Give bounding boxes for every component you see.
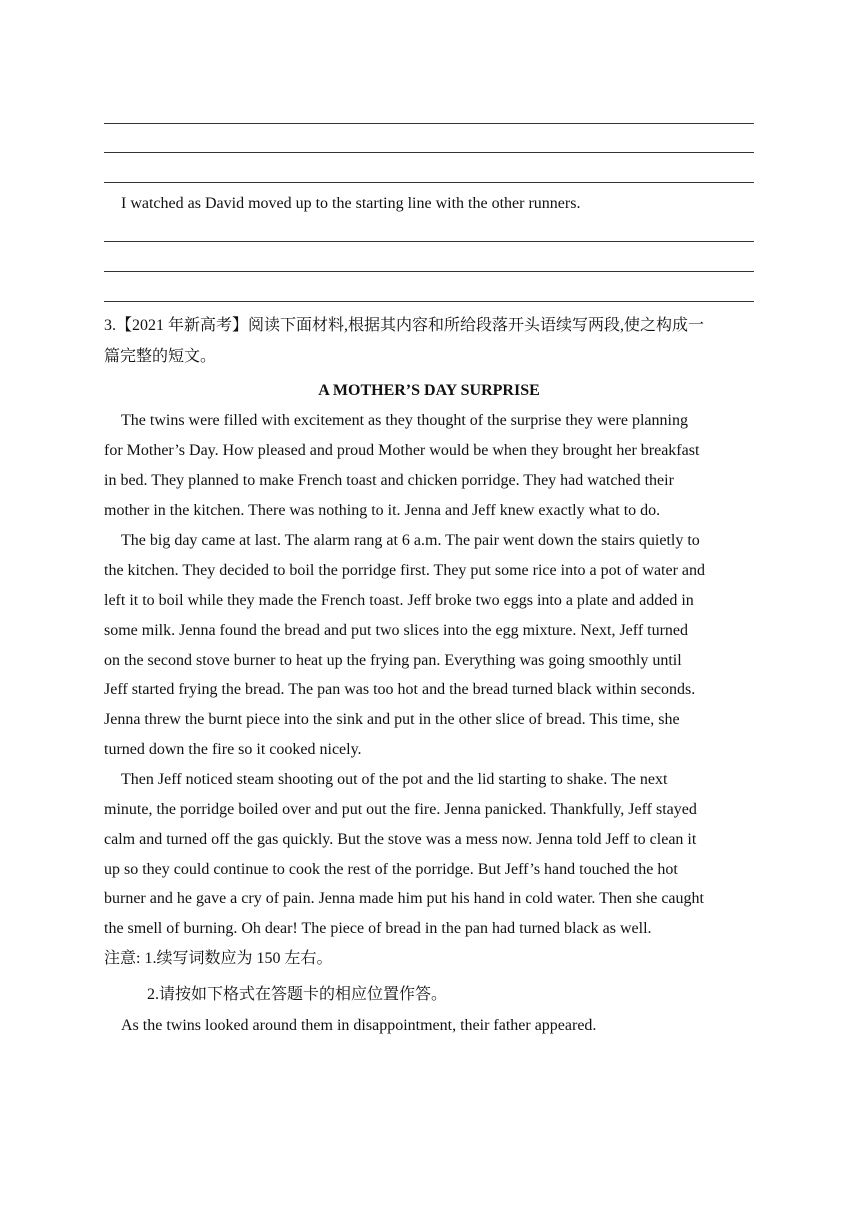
prompt-sentence: As the twins looked around them in disappointment, their father appeared. — [121, 1017, 597, 1034]
story-line: up so they could continue to cook the rest of the porridge. But Jeff’s hand touched the hot — [104, 861, 678, 878]
story-line: calm and turned off the gas quickly. But the stove was a mess now. Jenna told Jeff to clean it — [104, 831, 697, 848]
story-line: the smell of burning. Oh dear! The piece of bread in the pan had turned black as well. — [104, 920, 652, 937]
story-line: some milk. Jenna found the bread and put two slices into the egg mixture. Next, Jeff turned — [104, 622, 689, 639]
story-line: the kitchen. They decided to boil the porridge first. They put some rice into a pot of water and — [104, 562, 706, 579]
story-line: on the second stove burner to heat up the frying pan. Everything was going smoothly until — [104, 652, 682, 669]
answer-line — [104, 301, 754, 302]
story-title: A MOTHER’S DAY SURPRISE — [318, 382, 540, 399]
answer-line — [104, 182, 754, 183]
story-line: Jenna threw the burnt piece into the sink and put in the other slice of bread. This time, she — [104, 711, 680, 728]
story-line: turned down the fire so it cooked nicely. — [104, 741, 362, 758]
story-line: The big day came at last. The alarm rang at 6 a.m. The pair went down the stairs quietly to — [121, 532, 700, 549]
answer-line — [104, 271, 754, 272]
story-line: minute, the porridge boiled over and put out the fire. Jenna panicked. Thankfully, Jeff stayed — [104, 801, 697, 818]
note-word-count: 注意: 1.续写词数应为 150 左右。 — [104, 950, 333, 967]
story-line: Then Jeff noticed steam shooting out of the pot and the lid starting to shake. The next — [121, 771, 668, 788]
note-format: 2.请按如下格式在答题卡的相应位置作答。 — [147, 986, 448, 1003]
answer-line — [104, 152, 754, 153]
question-instruction: 篇完整的短文。 — [104, 348, 217, 365]
story-line: Jeff started frying the bread. The pan was too hot and the bread turned black within seconds. — [104, 681, 696, 698]
answer-line — [104, 123, 754, 124]
story-line: The twins were filled with excitement as they thought of the surprise they were planning — [121, 412, 688, 429]
story-line: burner and he gave a cry of pain. Jenna made him put his hand in cold water. Then she caught — [104, 890, 704, 907]
story-line: left it to boil while they made the French toast. Jeff broke two eggs into a plate and added in — [104, 592, 694, 609]
story-line: mother in the kitchen. There was nothing to it. Jenna and Jeff knew exactly what to do. — [104, 502, 661, 519]
prompt-sentence: I watched as David moved up to the starting line with the other runners. — [121, 195, 581, 212]
answer-line — [104, 241, 754, 242]
story-line: for Mother’s Day. How pleased and proud Mother would be when they brought her breakfast — [104, 442, 700, 459]
question-instruction: 3.【2021 年新高考】阅读下面材料,根据其内容和所给段落开头语续写两段,使之构成一 — [104, 317, 705, 334]
story-line: in bed. They planned to make French toast and chicken porridge. They had watched their — [104, 472, 674, 489]
